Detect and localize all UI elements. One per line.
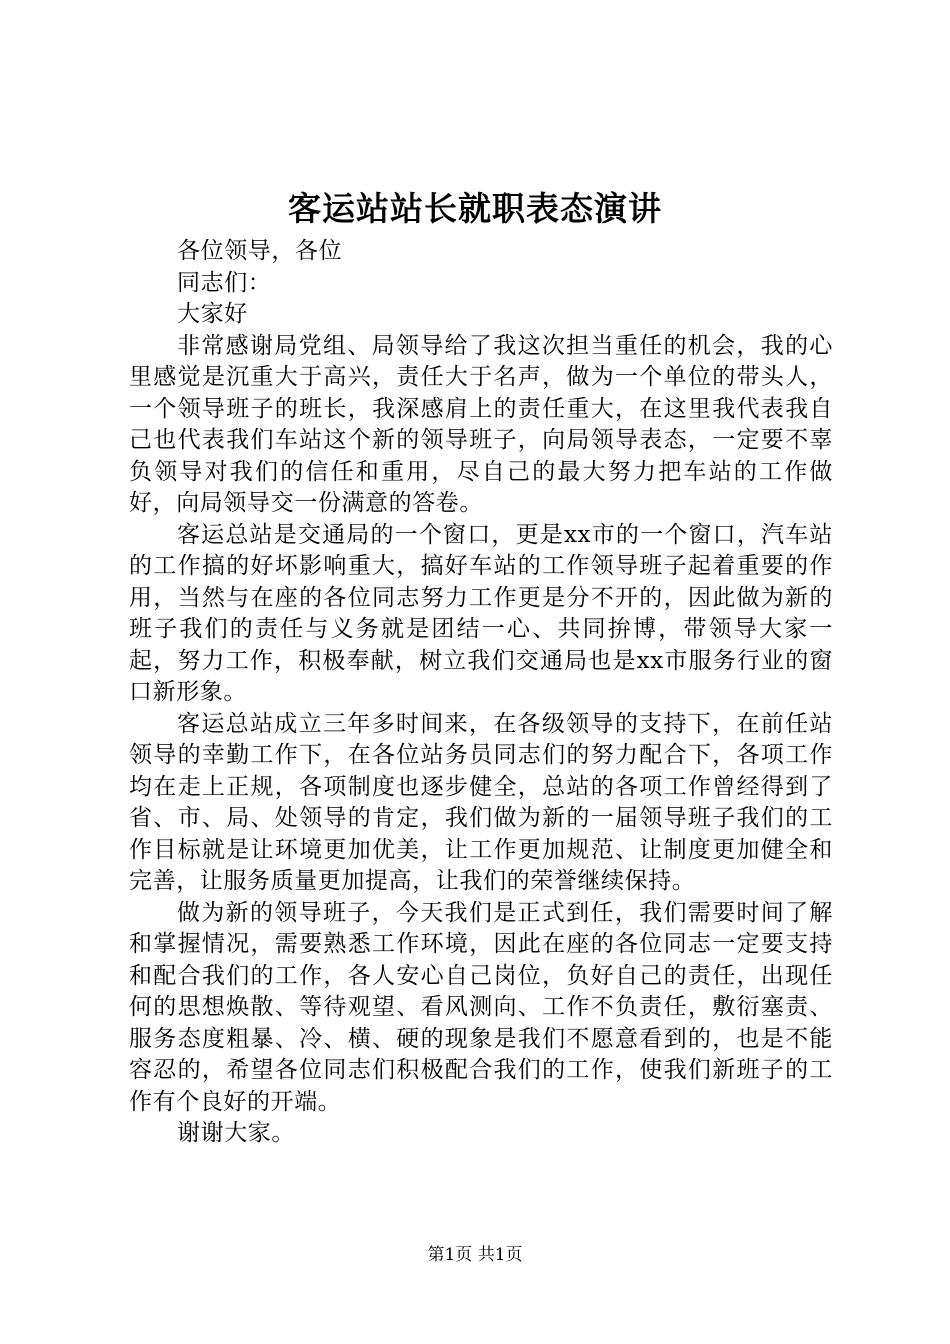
document-title: 客运站站长就职表态演讲: [288, 189, 662, 228]
paragraph-3: 客运总站成立三年多时间来，在各级领导的支持下，在前任站领导的幸勤工作下，在各位站务员同志们的努力配合下，各项工作均在走上正规，各项制度也逐步健全，总站的各项工作曾经得到了省、市、局、处领导的肯定，我们做为新的一届领导班子我们的工作目标就是让环境更加优美，让工作更加规范、让制度更加健全和完善，让服务质量更加提高，让我们的荣誉继续保持。: [129, 710, 833, 894]
salutation-line-1: 各位领导，各位: [177, 238, 343, 264]
salutation-line-2: 同志们：: [177, 269, 272, 296]
page-footer: 第1页 共1页: [427, 1245, 523, 1265]
paragraph-2: 客运总站是交通局的一个窗口，更是xx市的一个窗口，汽车站的工作搞的好坏影响重大，搞好车站的工作领导班子起着重要的作用，当然与在座的各位同志努力工作更是分不开的，因此做为新的班子我们的责任与义务就是团结一心、共同拚博，带领导大家一起，努力工作，积极奉献，树立我们交通局也是xx市服务行业的窗口新形象。: [129, 521, 833, 705]
closing: 谢谢大家。: [177, 1120, 295, 1146]
paragraph-1: 非常感谢局党组、局领导给了我这次担当重任的机会，我的心里感觉是沉重大于高兴，责任大于名声，做为一个单位的带头人，一个领导班子的班长，我深感肩上的责任重大，在这里我代表我自己也代表我们车站这个新的领导班子，向局领导表态，一定要不辜负领导对我们的信任和重用，尽自己的最大努力把车站的工作做好，向局领导交一份满意的答卷。: [129, 332, 833, 516]
greeting: 大家好: [177, 301, 248, 327]
paragraph-4: 做为新的领导班子，今天我们是正式到任，我们需要时间了解和掌握情况，需要熟悉工作环境，因此在座的各位同志一定要支持和配合我们的工作，各人安心自己岗位，负好自己的责任，出现任何的思想焕散、等待观望、看风测向、工作不负责任，敷衍塞责、服务态度粗暴、冷、横、硬的现象是我们不愿意看到的，也是不能容忍的，希望各位同志们积极配合我们的工作，使我们新班子的工作有个良好的开端。: [129, 899, 833, 1115]
document-body: [129, 236, 833, 1150]
